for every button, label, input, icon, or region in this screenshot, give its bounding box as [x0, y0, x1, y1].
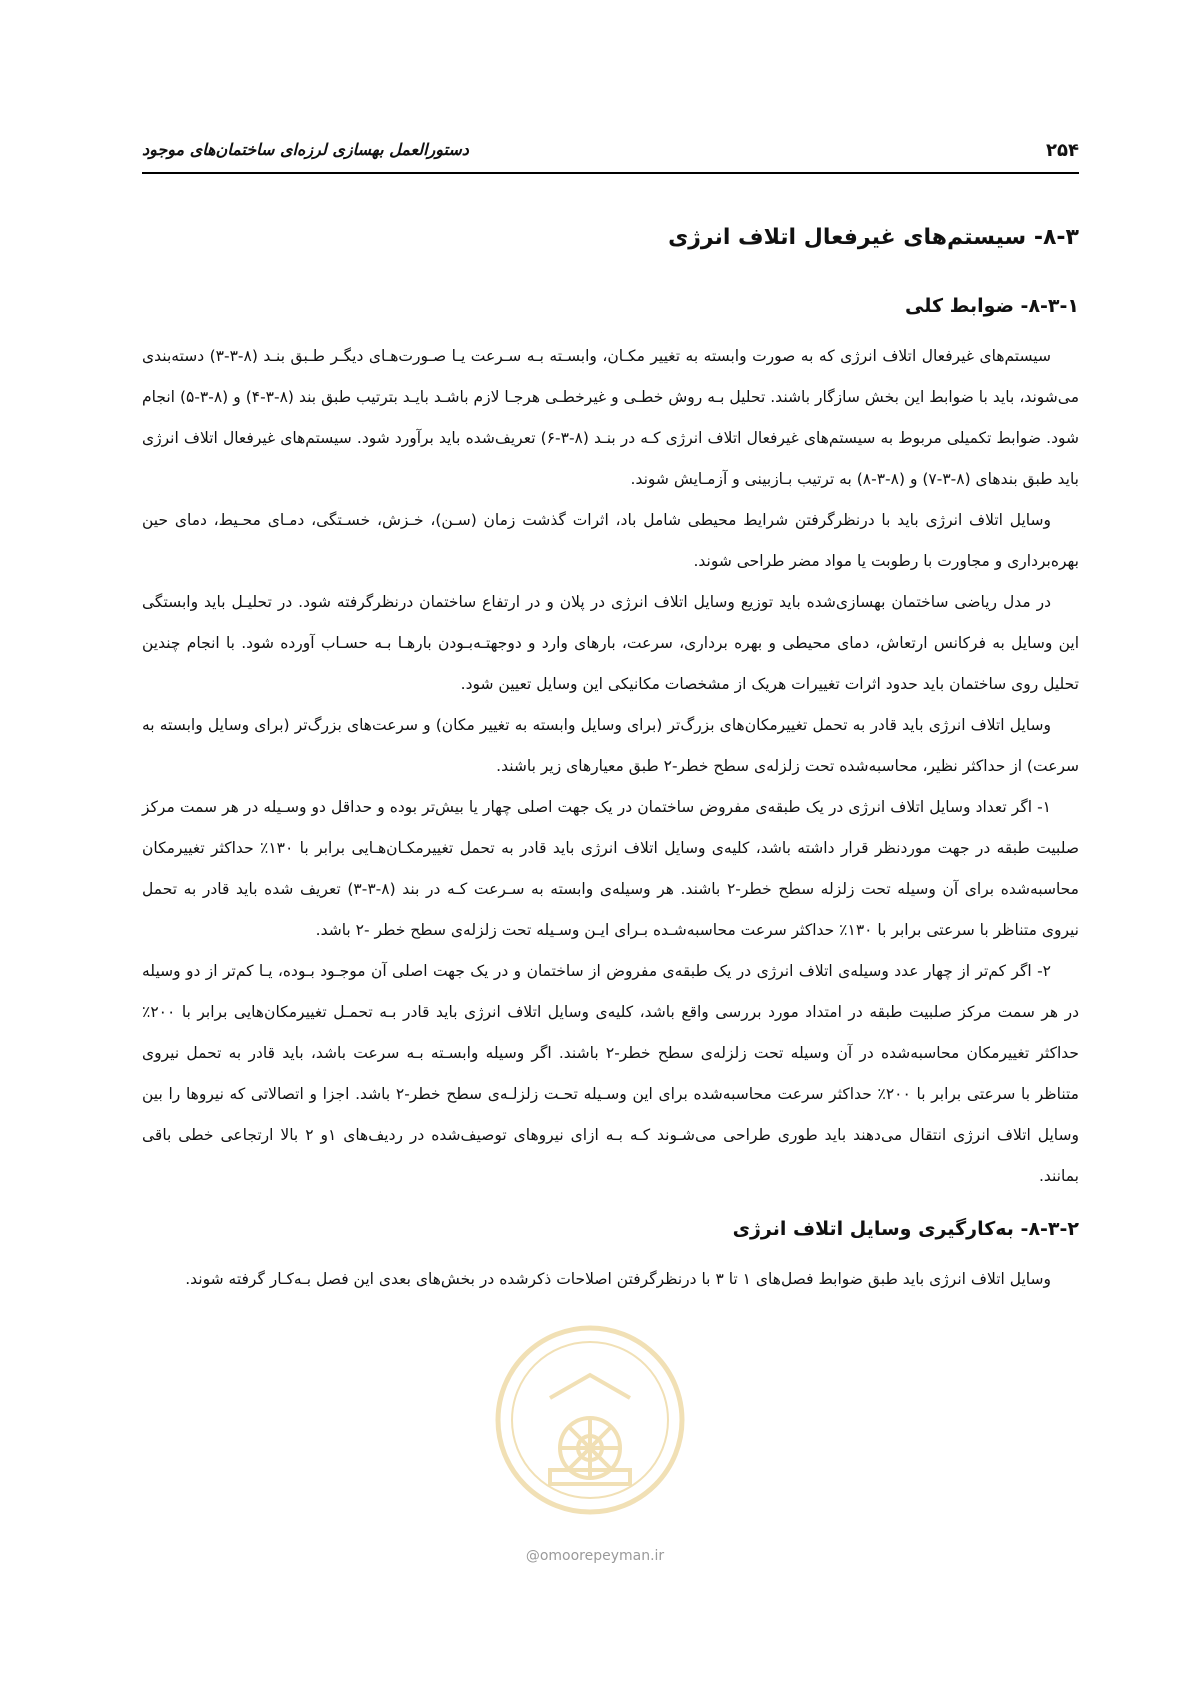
page-number: ۲۵۴: [1046, 140, 1079, 161]
header-rule: [142, 172, 1079, 174]
paragraph: ۱- اگر تعداد وسایل اتلاف انرژی در یک طبقه‌ی مفروض ساختمان در یک جهت اصلی چهار یا بیش‌تر بوده و حداقل دو وسـیله در هر سمت مرکز صلبیت طبقه در جهت موردنظر قرار داشته باشد، کلیه‌ی وسایل اتلاف انرژی باید قادر به تحمل تغییرمکـان‌هـایی برابر با ۱۳۰٪ حداکثر تغییرمکان محاسبه‌شده برای آن وسیله تحت زلزله سطح خطر-۲ باشند. هر وسیله‌ی وابسته به سـرعت کـه در بند (۸-۳-۳) تعریف شده باید قادر به تحمل نیروی متناظر با سرعتی برابر با ۱۳۰٪ حداکثر سرعت محاسبه‌شـده بـرای ایـن وسـیله تحت زلزله‌ی سطح خطر -۲ باشد.: [142, 798, 1080, 939]
paragraph: سیستم‌های غیرفعال اتلاف انرژی که به صورت وابسته به تغییر مکـان، وابسـته بـه سـرعت یـا صـورت‌هـای دیگـر طـبق بنـد (۸-۳-۳) دسته‌بندی می‌شوند، باید با ضوابط این بخش سازگار باشند. تحلیل بـه روش خطـی و غیرخطـی هرجـا لازم باشـد بایـد بترتیب طبق بند (۸-۳-۴) و (۸-۳-۵) انجام شود. ضوابط تکمیلی مربوط به سیستم‌های غیرفعال اتلاف انرژی کـه در بنـد (۸-۳-۶) تعریف‌شده باید برآورد شود. سیستم‌های غیرفعال اتلاف انرژی باید طبق بندهای (۸-۳-۷) و (۸-۳-۸) به ترتیب بـازبینی و آزمـایش شوند.: [142, 347, 1079, 488]
paragraph: وسایل اتلاف انرژی باید قادر به تحمل تغییرمکان‌های بزرگ‌تر (برای وسایل وابسته به تغییر مکان) و سرعت‌های بزرگ‌تر (برای وسایل وابسته به سرعت) از حداکثر نظیر، محاسبه‌شده تحت زلزله‌ی سطح خطر-۲ طبق معیارهای زیر باشند.: [142, 716, 1079, 775]
paragraph: وسایل اتلاف انرژی باید طبق ضوابط فصل‌های ۱ تا ۳ با درنظرگرفتن اصلاحات ذکرشده در بخش‌های بعدی این فصل بـه‌کـار گرفته شوند.: [185, 1270, 1051, 1288]
paragraph: وسایل اتلاف انرژی باید با درنظرگرفتن شرایط محیطی شامل باد، اثرات گذشت زمان (سـن)، خـزش، خسـتگی، دمـای محـیط، دمای حین بهره‌برداری و مجاورت با رطوبت یا مواد مضر طراحی شوند.: [142, 511, 1079, 570]
watermark-url: @omoorepeyman.ir: [525, 1548, 665, 1564]
running-title: دستورالعمل بهسازی لرزه‌ای ساختمان‌های موجود: [142, 140, 469, 159]
paragraph: در مدل ریاضی ساختمان بهسازی‌شده باید توزیع وسایل اتلاف انرژی در پلان و در ارتفاع ساختمان درنظرگرفته شود. در تحلیـل باید وابستگی این وسایل به فرکانس ارتعاش، دمای محیطی و بهره برداری، سرعت، بارهای وارد و دوجهتـه‌بـودن بارهـا بـه حسـاب آورده شود. با انجام چندین تحلیل روی ساختمان باید حدود اثرات تغییرات هریک از مشخصات مکانیکی این وسایل تعیین شود.: [142, 593, 1079, 693]
running-header: [142, 136, 1079, 166]
subsection-title-general-criteria: ۸-۳-۱- ضوابط کلی: [905, 295, 1079, 317]
section-title: ۸-۳- سیستم‌های غیرفعال اتلاف انرژی: [668, 225, 1079, 250]
paragraph: ۲- اگر کم‌تر از چهار عدد وسیله‌ی اتلاف انرژی در یک طبقه‌ی مفروض از ساختمان و در یک جهت اصلی آن موجـود بـوده، یـا کم‌تر از دو وسیله در هر سمت مرکز صلبیت طبقه در امتداد مورد بررسی واقع باشد، کلیه‌ی وسایل اتلاف انرژی باید قادر بـه تحمـل تغییرمکان‌هایی برابر با ۲۰۰٪ حداکثر تغییرمکان محاسبه‌شده در آن وسیله تحت زلزله‌ی سطح خطر-۲ باشند. اگر وسیله وابسـته بـه سرعت باشد، باید قادر به تحمل نیروی متناظر با سرعتی برابر با ۲۰۰٪ حداکثر سرعت محاسبه‌شده برای این وسـیله تحـت زلزلـه‌ی سطح خطر-۲ باشد. اجزا و اتصالاتی که نیروها را بین وسایل اتلاف انرژی انتقال می‌دهند باید طوری طراحی می‌شـوند کـه بـه ازای نیروهای توصیف‌شده در ردیف‌های ۱و ۲ بالا ارتجاعی خطی باقی بمانند.: [142, 962, 1080, 1185]
watermark-seal-icon: [490, 1320, 690, 1520]
page-content: [142, 210, 1079, 1300]
subsection-title-application: ۸-۳-۲- به‌کارگیری وسایل اتلاف انرژی: [732, 1218, 1079, 1240]
